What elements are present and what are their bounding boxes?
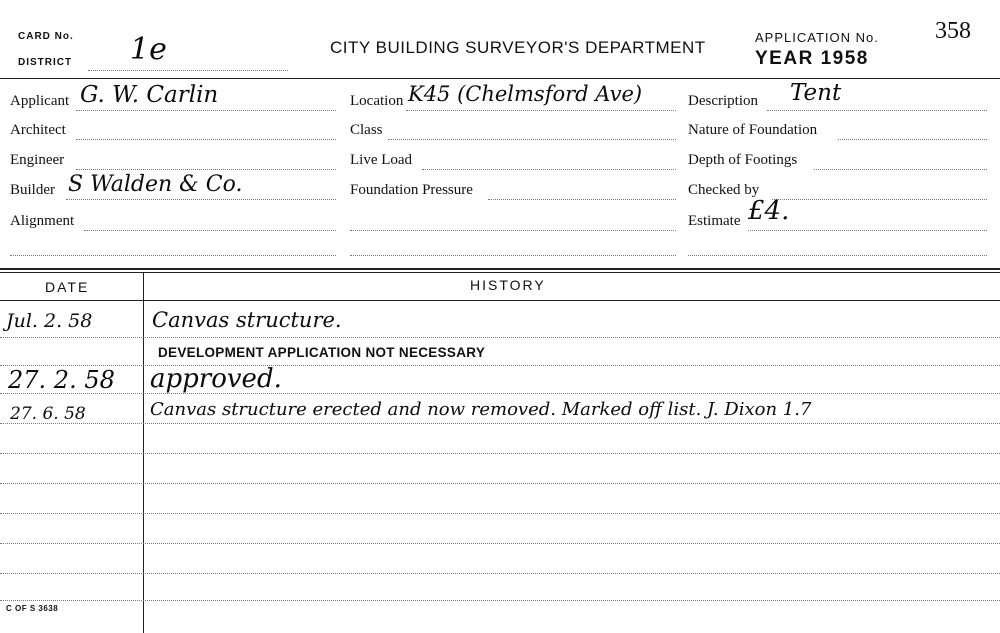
builder-label: Builder	[10, 182, 55, 198]
column3-extra-line	[688, 255, 987, 256]
history-entry-text: Canvas structure.	[152, 308, 342, 332]
history-entry-date: 27. 2. 58	[8, 366, 115, 394]
district-dotted-line	[88, 70, 288, 71]
builder-value: S Walden & Co.	[68, 172, 243, 197]
card-no-label: CARD No.	[18, 31, 74, 42]
history-entry-date: 27. 6. 58	[10, 404, 86, 424]
history-entry-date: Jul. 2. 58	[6, 310, 93, 332]
history-row-line	[0, 600, 1000, 601]
alignment-line	[84, 230, 336, 231]
history-entry-text: approved.	[150, 364, 282, 394]
builder-line	[66, 199, 336, 200]
live-load-line	[422, 169, 676, 170]
description-value: Tent	[790, 80, 842, 106]
application-no-value: 358	[935, 18, 971, 44]
depth-of-footings-line	[814, 169, 987, 170]
engineer-label: Engineer	[10, 152, 65, 168]
column2-extra-line-2	[350, 255, 676, 256]
description-line	[767, 110, 987, 111]
history-entry-text: Canvas structure erected and now removed. Marked off list. J. Dixon 1.7	[150, 399, 812, 420]
history-top-rule-2	[0, 272, 1000, 273]
history-row-line	[0, 453, 1000, 454]
history-row-line	[0, 423, 1000, 424]
estimate-label: Estimate	[688, 213, 741, 229]
nature-of-foundation-line	[838, 139, 987, 140]
class-line	[388, 139, 676, 140]
application-no-label: APPLICATION No.	[755, 30, 879, 45]
district-value: 1e	[130, 32, 167, 67]
live-load-label: Live Load	[350, 152, 413, 168]
location-line	[406, 110, 676, 111]
history-row-line	[0, 543, 1000, 544]
column2-extra-line-1	[350, 230, 676, 231]
applicant-label: Applicant	[10, 93, 70, 109]
applicant-value: G. W. Carlin	[80, 82, 219, 108]
applicant-line	[76, 110, 336, 111]
date-column-header: DATE	[45, 279, 90, 295]
checked-by-label: Checked by	[688, 182, 760, 198]
history-row-line	[0, 337, 1000, 338]
history-row-line	[0, 573, 1000, 574]
development-stamp: DEVELOPMENT APPLICATION NOT NECESSARY	[158, 345, 486, 360]
history-row-line	[0, 483, 1000, 484]
engineer-line	[76, 169, 336, 170]
column1-extra-line	[10, 255, 336, 256]
history-row-line	[0, 513, 1000, 514]
nature-of-foundation-label: Nature of Foundation	[688, 122, 818, 138]
checked-by-line	[772, 199, 987, 200]
depth-of-footings-label: Depth of Footings	[688, 152, 798, 168]
history-top-rule	[0, 268, 1000, 270]
alignment-label: Alignment	[10, 213, 75, 229]
estimate-value: £4.	[748, 196, 790, 226]
architect-line	[76, 139, 336, 140]
history-column-header: HISTORY	[470, 277, 546, 293]
estimate-line	[748, 230, 987, 231]
architect-label: Architect	[10, 122, 66, 138]
department-title: CITY BUILDING SURVEYOR'S DEPARTMENT	[330, 38, 706, 57]
foundation-pressure-line	[488, 199, 676, 200]
year-label: YEAR 1958	[755, 48, 869, 69]
class-label: Class	[350, 122, 383, 138]
history-header-rule	[0, 300, 1000, 301]
header-rule	[0, 78, 1000, 79]
location-value: K45 (Chelmsford Ave)	[408, 82, 643, 106]
district-label: DISTRICT	[18, 57, 73, 68]
form-code: C OF S 3638	[6, 604, 59, 613]
location-label: Location	[350, 93, 404, 109]
description-label: Description	[688, 93, 758, 109]
foundation-pressure-label: Foundation Pressure	[350, 182, 473, 198]
